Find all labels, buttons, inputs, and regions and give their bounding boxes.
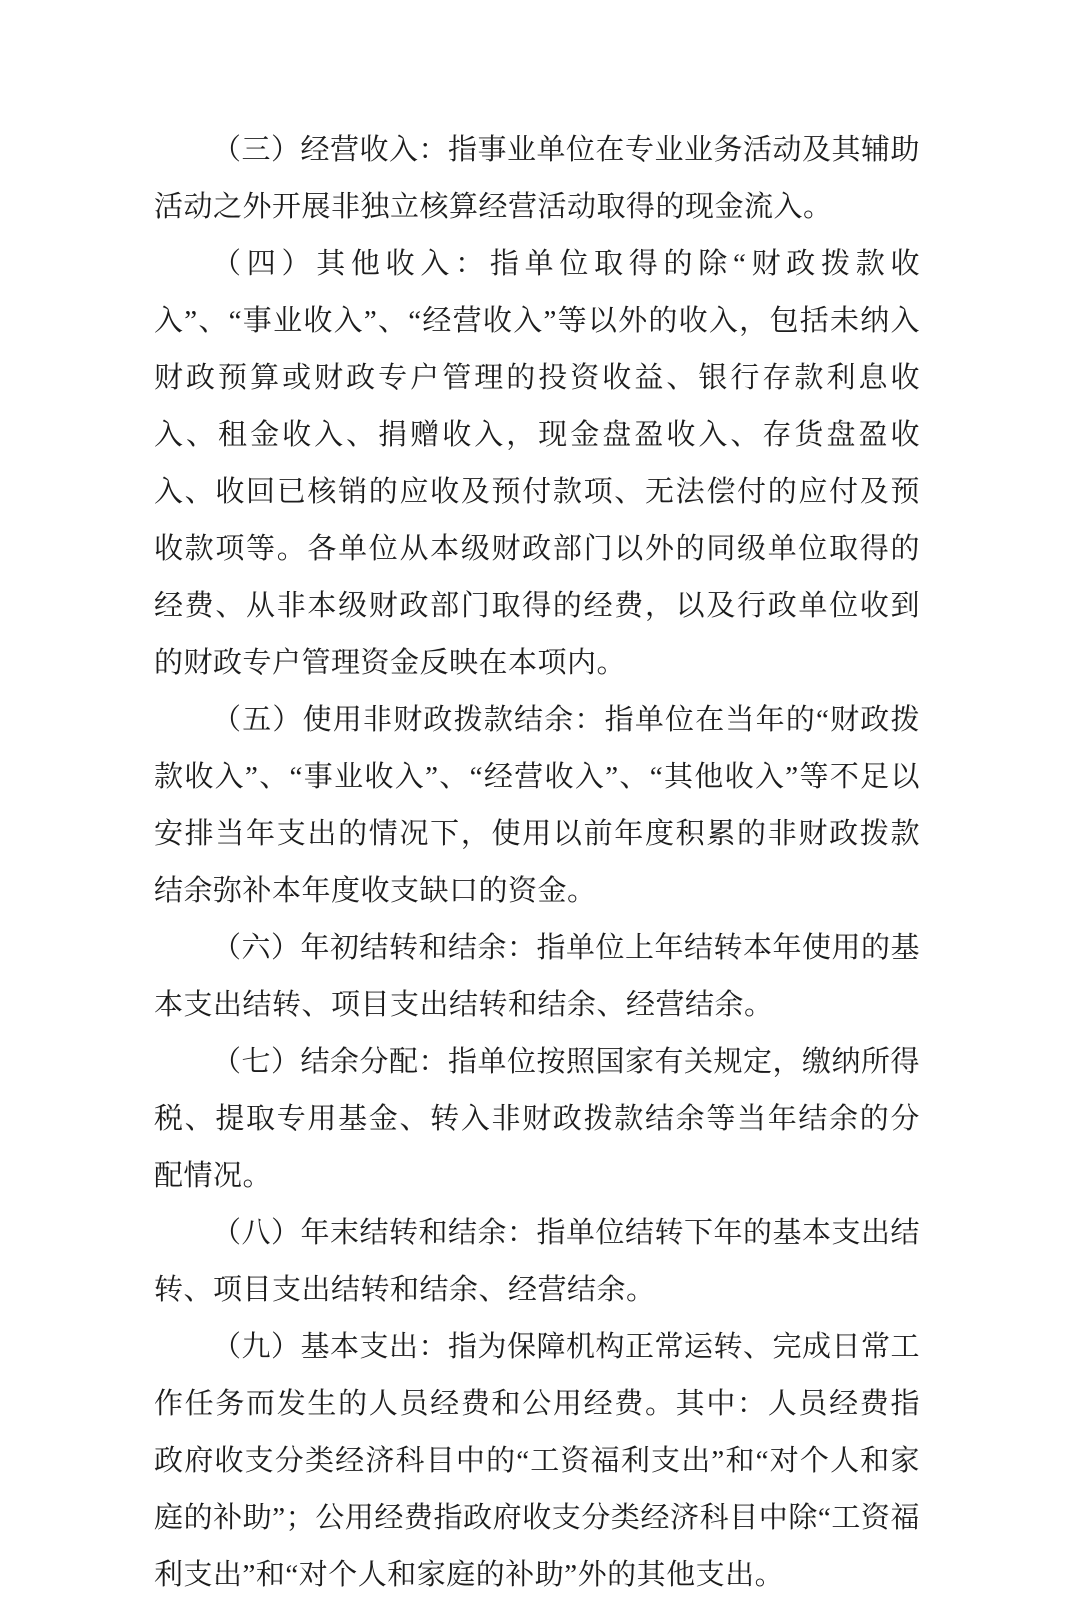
paragraph-other-income: （四）其他收入：指单位取得的除“财政拨款收入”、“事业收入”、“经营收入”等以外的收入，包括未纳入财政预算或财政专户管理的投资收益、银行存款利息收入、租金收入、捐赠收入，现金盘盈收入、存货盘盈收入、收回已核销的应收及预付款项、无法偿付的应付及预收款项等。各单位从本级财政部门以外的同级单位取得的经费、从非本级财政部门取得的经费，以及行政单位收到的财政专户管理资金反映在本项内。 [154,248,920,679]
paragraph-operating-income: （三）经营收入：指事业单位在专业业务活动及其辅助活动之外开展非独立核算经营活动取得的现金流入。 [154,134,921,223]
paragraph-balance-distribution: （七）结余分配：指单位按照国家有关规定，缴纳所得税、提取专用基金、转入非财政拨款结余等当年结余的分配情况。 [154,1046,921,1192]
document-body [154,122,920,1604]
paragraph-basic-expenditure: （九）基本支出：指为保障机构正常运转、完成日常工作任务而发生的人员经费和公用经费。其中：人员经费指政府收支分类经济科目中的“工资福利支出”和“对个人和家庭的补助”；公用经费指政府收支分类经济科目中除“工资福利支出”和“对个人和家庭的补助”外的其他支出。 [154,1331,921,1591]
paragraph-use-of-non-fiscal-appropriation-balance: （五）使用非财政拨款结余：指单位在当年的“财政拨款收入”、“事业收入”、“经营收入”、“其他收入”等不足以安排当年支出的情况下，使用以前年度积累的非财政拨款结余弥补本年度收支缺口的资金。 [154,704,920,907]
paragraph-year-end-carryover-and-balance: （八）年末结转和结余：指单位结转下年的基本支出结转、项目支出结转和结余、经营结余。 [154,1217,921,1306]
paragraph-beginning-year-carryover-and-balance: （六）年初结转和结余：指单位上年结转本年使用的基本支出结转、项目支出结转和结余、经营结余。 [154,932,921,1021]
